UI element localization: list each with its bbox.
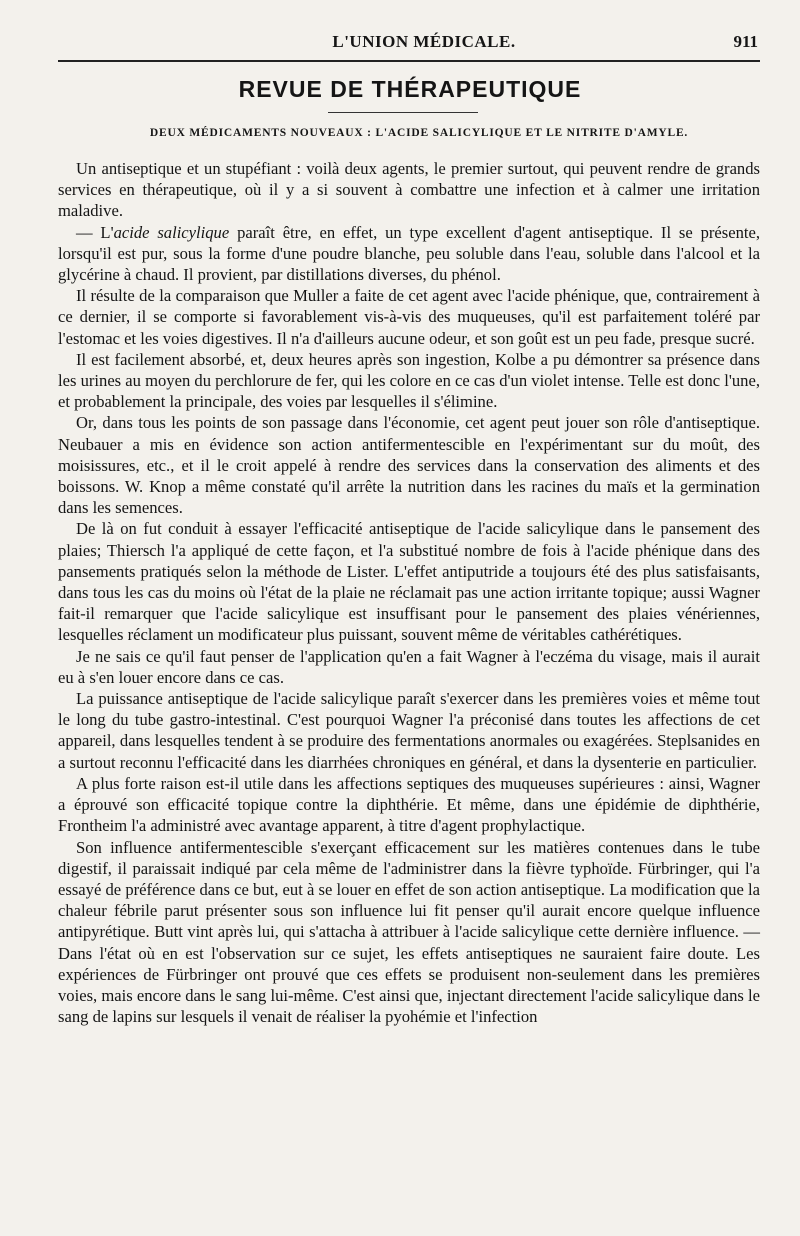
term-italic: acide salicylique (113, 222, 230, 242)
paragraph: Or, dans tous les points de son passage dans l'économie, cet agent peut jouer son rôle d'antiseptique. Neubauer a mis en évidence son action antifermentescible en l'expérimentant sur du moût, des moisissures, etc., et il le croit appelé à rendre des services dans la conservation des aliments et des boissons. W. Knop a même constaté qu'il arrête la nutrition dans les racines du maïs et la germination dans les semences. (58, 413, 760, 518)
paragraph: Je ne sais ce qu'il faut penser de l'application qu'en a fait Wagner à l'eczéma du visage, mais il aurait eu à s'en louer encore dans ce cas. (58, 646, 760, 687)
paragraph: Il résulte de la comparaison que Muller a faite de cet agent avec l'acide phénique, que, contrairement à ce dernier, il se comporte si favorablement vis-à-vis des muqueuses, qu'il est parfaitement toléré par l'estomac et les voies digestives. Il n'a d'ailleurs aucune odeur, et son goût est un peu fade, presque sucré. (58, 286, 760, 348)
header-rule (58, 60, 760, 62)
paragraph: A plus forte raison est-il utile dans les affections septiques des muqueuses supérieures : ainsi, Wagner a éprouvé son efficacité topique contre la diphthérie. Et même, dans une épidémie de diphthérie, Frontheim l'a administré avec avantage apparent, à titre d'agent prophylactique. (58, 773, 760, 836)
paragraph: Il est facilement absorbé, et, deux heures après son ingestion, Kolbe a pu démontrer sa présence dans les urines au moyen du perchlorure de fer, qui les colore en ce cas d'un violet intense. Telle est donc l'une, et probablement la principale, des voies par lesquelles il s'élimine. (58, 349, 760, 412)
article-body (58, 158, 760, 1027)
paragraph: De là on fut conduit à essayer l'efficacité antiseptique de l'acide salicylique dans le pansement des plaies; Thiersch l'a appliqué de cette façon, et l'a substitué nombre de fois à l'acide phénique dans des pansements pratiqués selon la méthode de Lister. L'effet antiputride a toujours été des plus satisfaisants, dans tous les cas du moins où l'état de la plaie ne réclamait pas une action irritante topique; aussi Wagner fait-il remarquer que l'acide salicylique est insuffisant pour le pansement des plaies vénériennes, lesquelles réclament un modificateur plus puissant, souvent même de véritables cathérétiques. (58, 519, 760, 645)
paragraph: La puissance antiseptique de l'acide salicylique paraît s'exercer dans les premières voies et même tout le long du tube gastro-intestinal. C'est pourquoi Wagner l'a préconisé dans toutes les affections de cet appareil, dans lesquelles tendent à se produire des fermentations anormales ou exagérées. Steplsanides en a surtout reconnu l'efficacité dans les diarrhées chroniques en général, et dans la dysenterie en particulier. (58, 689, 760, 772)
running-head (58, 28, 760, 56)
journal-title: L'UNION MÉDICALE. (332, 32, 516, 51)
paragraph: — L'acide salicylique paraît être, en effet, un type excellent d'agent antiseptique. Il se présente, lorsqu'il est pur, sous la forme d'une poudre blanche, peu soluble dans l'eau, soluble dans l'alcool et la glycérine à chaud. Il provient, par distillations diverses, du phénol. (58, 222, 760, 285)
page-number: 911 (733, 32, 758, 51)
article-subtitle: DEUX MÉDICAMENTS NOUVEAUX : L'ACIDE SALICYLIQUE ET LE NITRITE D'AMYLE. (149, 127, 689, 139)
paragraph: Son influence antifermentescible s'exerçant efficacement sur les matières contenues dans le tube digestif, il paraissait indiqué par cela même de l'administrer dans la fièvre typhoïde. Fürbringer, qui l'a essayé de préférence dans ce but, eut à se louer en effet de son action antiseptique. La modification que la chaleur fébrile parut présenter sous son influence lui fit penser qu'il aurait encore quelque influence antipyrétique. Butt vint après lui, qui s'attacha à attribuer à l'acide salicylique cette dernière influence. — Dans l'état où en est l'observation sur ce sujet, les effets antiseptiques ne sauraient faire doute. Les expériences de Fürbringer ont prouvé que ces effets se produisent non-seulement dans les premières voies, mais encore dans le sang lui-même. C'est ainsi que, injectant directement l'acide salicylique dans le sang de lapins sur lesquels il venait de réaliser la pyohémie et l'infection (58, 837, 760, 1027)
section-title: REVUE DE THÉRAPEUTIQUE (238, 76, 582, 102)
paragraph: Un antiseptique et un stupéfiant : voilà deux agents, le premier surtout, qui peuvent rendre de grands services en thérapeutique, où il y a si souvent à combattre une infection et à calmer une irritation maladive. (58, 159, 760, 221)
title-rule (328, 112, 478, 113)
